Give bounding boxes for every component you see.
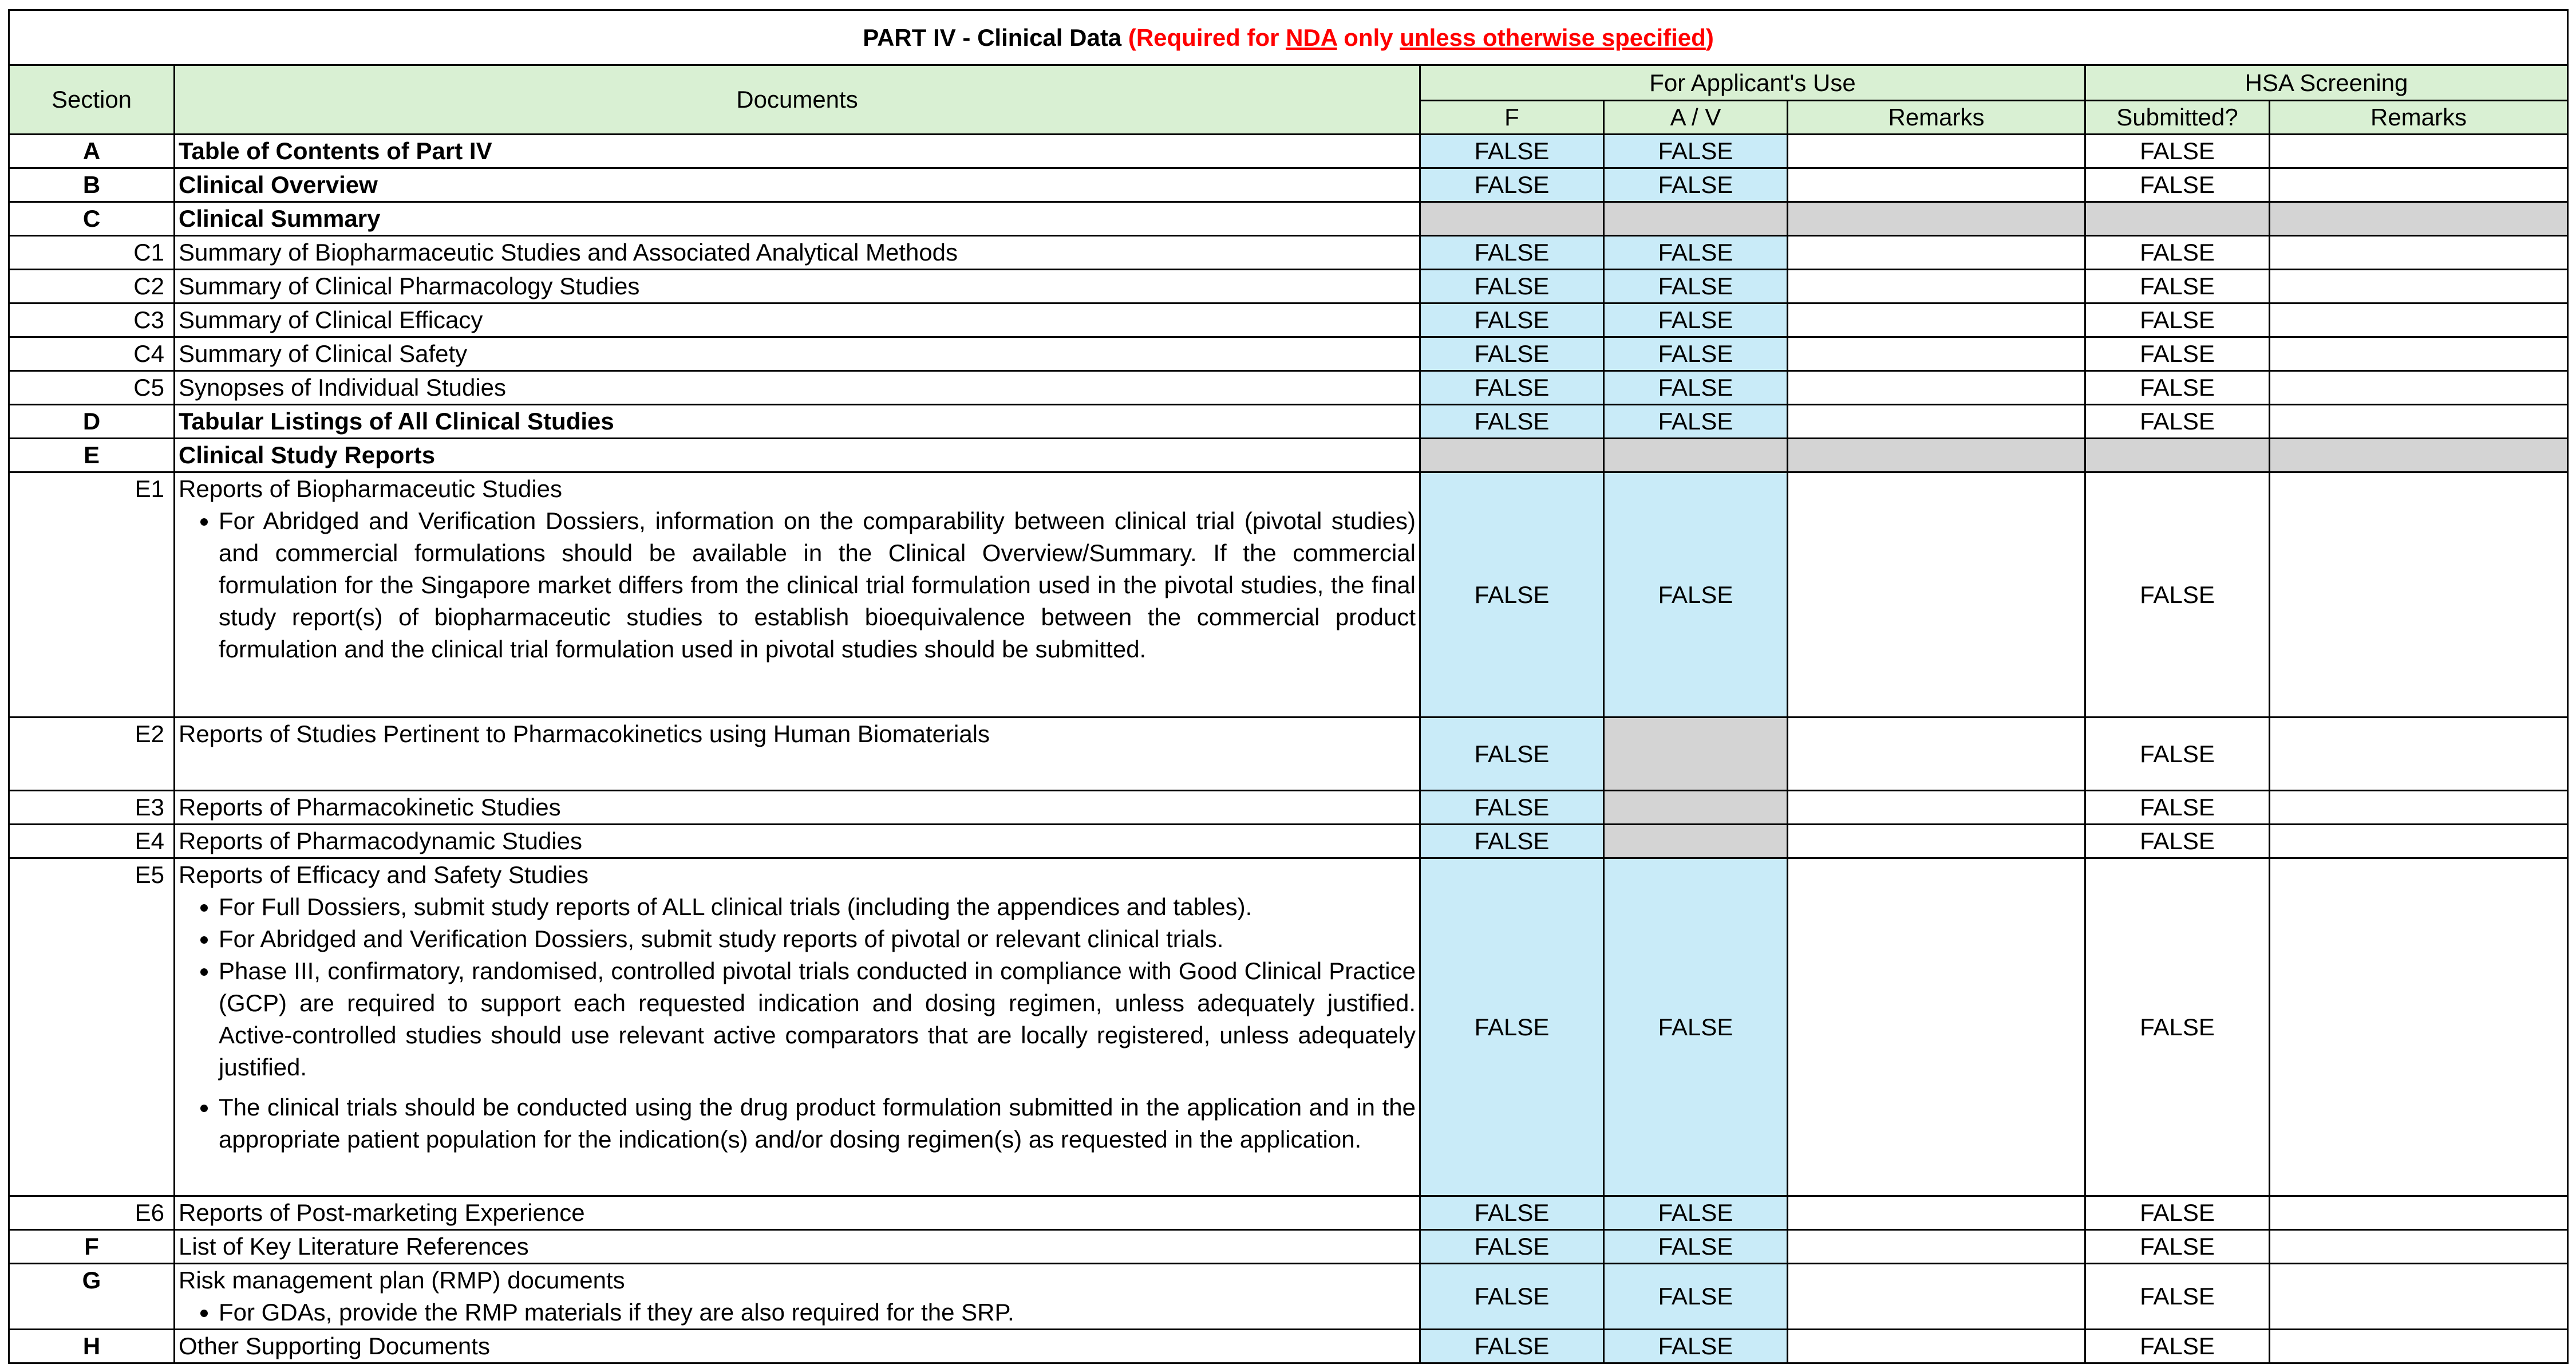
header-row-1 bbox=[9, 65, 2568, 101]
f-checkbox-cell[interactable]: FALSE bbox=[1420, 168, 1604, 202]
submitted-cell[interactable]: FALSE bbox=[2085, 135, 2270, 168]
remarks-cell[interactable] bbox=[1788, 236, 2085, 270]
section-cell: E6 bbox=[9, 1196, 175, 1230]
hsa-remarks-cell[interactable] bbox=[2270, 1196, 2568, 1230]
document-cell: Reports of Pharmacodynamic Studies bbox=[175, 825, 1420, 858]
section-cell: H bbox=[9, 1330, 175, 1363]
document-cell: Reports of Pharmacokinetic Studies bbox=[175, 791, 1420, 825]
header-av: A / V bbox=[1604, 101, 1788, 135]
submitted-cell[interactable]: FALSE bbox=[2085, 825, 2270, 858]
hsa-remarks-cell[interactable] bbox=[2270, 858, 2568, 1196]
table-row bbox=[9, 718, 2568, 791]
remarks-cell[interactable] bbox=[1788, 472, 2085, 718]
f-checkbox-cell[interactable]: FALSE bbox=[1420, 135, 1604, 168]
title-row bbox=[9, 10, 2568, 65]
remarks-cell[interactable] bbox=[1788, 1264, 2085, 1330]
submitted-cell[interactable]: FALSE bbox=[2085, 1330, 2270, 1363]
hsa-remarks-cell[interactable] bbox=[2270, 825, 2568, 858]
submitted-cell[interactable]: FALSE bbox=[2085, 337, 2270, 371]
section-cell: A bbox=[9, 135, 175, 168]
av-disabled-cell bbox=[1604, 202, 1788, 236]
section-cell: B bbox=[9, 168, 175, 202]
submitted-cell[interactable]: FALSE bbox=[2085, 371, 2270, 405]
section-cell: C4 bbox=[9, 337, 175, 371]
hsa-remarks-cell[interactable] bbox=[2270, 1330, 2568, 1363]
hsa-remarks-cell[interactable] bbox=[2270, 135, 2568, 168]
table-row bbox=[9, 1230, 2568, 1264]
f-disabled-cell bbox=[1420, 439, 1604, 472]
section-cell: E3 bbox=[9, 791, 175, 825]
av-disabled-cell bbox=[1604, 439, 1788, 472]
av-checkbox-cell[interactable]: FALSE bbox=[1604, 303, 1788, 337]
remarks-cell[interactable] bbox=[1788, 168, 2085, 202]
hsa-remarks-cell[interactable] bbox=[2270, 718, 2568, 791]
f-checkbox-cell[interactable]: FALSE bbox=[1420, 1264, 1604, 1330]
submitted-cell[interactable]: FALSE bbox=[2085, 303, 2270, 337]
remarks-cell[interactable] bbox=[1788, 371, 2085, 405]
bullet-list bbox=[179, 1296, 1416, 1328]
table-row bbox=[9, 371, 2568, 405]
remarks-cell[interactable] bbox=[1788, 303, 2085, 337]
header-documents: Documents bbox=[175, 65, 1420, 135]
remarks-cell[interactable] bbox=[1788, 791, 2085, 825]
table-row bbox=[9, 1330, 2568, 1363]
section-cell: D bbox=[9, 405, 175, 439]
document-cell: Reports of Studies Pertinent to Pharmacokinetics using Human Biomaterials bbox=[175, 718, 1420, 791]
document-title: Reports of Biopharmaceutic Studies bbox=[179, 475, 563, 502]
document-cell: Synopses of Individual Studies bbox=[175, 371, 1420, 405]
submitted-disabled-cell bbox=[2085, 439, 2270, 472]
bullet-item: • For Full Dossiers, submit study reports of ALL clinical trials (including the appendices and tables). bbox=[219, 891, 1416, 923]
remarks-cell[interactable] bbox=[1788, 135, 2085, 168]
submitted-cell[interactable]: FALSE bbox=[2085, 1230, 2270, 1264]
page-title: PART IV - Clinical Data (Required for NDA only unless otherwise specified) bbox=[9, 10, 2568, 65]
table-row bbox=[9, 168, 2568, 202]
spreadsheet bbox=[8, 9, 2567, 1359]
hsa-remarks-cell[interactable] bbox=[2270, 791, 2568, 825]
hsa-remarks-cell[interactable] bbox=[2270, 337, 2568, 371]
header-remarks: Remarks bbox=[1788, 101, 2085, 135]
remarks-cell[interactable] bbox=[1788, 858, 2085, 1196]
hsa-remarks-cell[interactable] bbox=[2270, 1264, 2568, 1330]
hsa-remarks-cell[interactable] bbox=[2270, 371, 2568, 405]
table-row bbox=[9, 791, 2568, 825]
header-applicant-use: For Applicant's Use bbox=[1420, 65, 2085, 101]
bullet-list bbox=[179, 891, 1416, 1156]
submitted-cell[interactable]: FALSE bbox=[2085, 405, 2270, 439]
document-cell: Tabular Listings of All Clinical Studies bbox=[175, 405, 1420, 439]
document-cell: Summary of Clinical Safety bbox=[175, 337, 1420, 371]
document-cell: Other Supporting Documents bbox=[175, 1330, 1420, 1363]
document-cell: Table of Contents of Part IV bbox=[175, 135, 1420, 168]
f-checkbox-cell[interactable]: FALSE bbox=[1420, 270, 1604, 303]
table-row bbox=[9, 337, 2568, 371]
document-cell: Clinical Overview bbox=[175, 168, 1420, 202]
f-checkbox-cell[interactable]: FALSE bbox=[1420, 858, 1604, 1196]
av-checkbox-cell[interactable]: FALSE bbox=[1604, 337, 1788, 371]
remarks-cell[interactable] bbox=[1788, 270, 2085, 303]
section-cell: C3 bbox=[9, 303, 175, 337]
hsa-remarks-cell[interactable] bbox=[2270, 405, 2568, 439]
f-checkbox-cell[interactable]: FALSE bbox=[1420, 1330, 1604, 1363]
av-checkbox-cell[interactable]: FALSE bbox=[1604, 405, 1788, 439]
f-checkbox-cell[interactable]: FALSE bbox=[1420, 236, 1604, 270]
submitted-cell[interactable]: FALSE bbox=[2085, 472, 2270, 718]
header-f: F bbox=[1420, 101, 1604, 135]
header-hsa-remarks: Remarks bbox=[2270, 101, 2568, 135]
table-row bbox=[9, 1196, 2568, 1230]
f-checkbox-cell[interactable]: FALSE bbox=[1420, 405, 1604, 439]
hsa-remarks-cell[interactable] bbox=[2270, 1230, 2568, 1264]
bullet-list bbox=[179, 505, 1416, 665]
section-cell: C2 bbox=[9, 270, 175, 303]
document-title: Reports of Efficacy and Safety Studies bbox=[179, 861, 588, 888]
bullet-item: • The clinical trials should be conducted using the drug product formulation submitted in the application and in the appropriate patient population for the indication(s) and/or dosing regimen(s) as requested in the application. bbox=[219, 1091, 1416, 1156]
hsa-remarks-cell[interactable] bbox=[2270, 303, 2568, 337]
document-cell bbox=[175, 472, 1420, 718]
document-cell: Reports of Post-marketing Experience bbox=[175, 1196, 1420, 1230]
table-row bbox=[9, 825, 2568, 858]
hsa-remarks-cell[interactable] bbox=[2270, 270, 2568, 303]
document-cell: Summary of Biopharmaceutic Studies and Associated Analytical Methods bbox=[175, 236, 1420, 270]
f-checkbox-cell[interactable]: FALSE bbox=[1420, 303, 1604, 337]
f-disabled-cell bbox=[1420, 202, 1604, 236]
remarks-cell[interactable] bbox=[1788, 1196, 2085, 1230]
av-disabled-cell bbox=[1604, 718, 1788, 791]
av-checkbox-cell[interactable]: FALSE bbox=[1604, 371, 1788, 405]
document-cell: Summary of Clinical Efficacy bbox=[175, 303, 1420, 337]
remarks-cell[interactable] bbox=[1788, 1330, 2085, 1363]
submitted-cell[interactable]: FALSE bbox=[2085, 236, 2270, 270]
section-cell: G bbox=[9, 1264, 175, 1330]
section-cell: E1 bbox=[9, 472, 175, 718]
submitted-cell[interactable]: FALSE bbox=[2085, 718, 2270, 791]
table-row bbox=[9, 1264, 2568, 1330]
document-cell: Clinical Summary bbox=[175, 202, 1420, 236]
f-checkbox-cell[interactable]: FALSE bbox=[1420, 825, 1604, 858]
f-checkbox-cell[interactable]: FALSE bbox=[1420, 1230, 1604, 1264]
f-checkbox-cell[interactable]: FALSE bbox=[1420, 1196, 1604, 1230]
f-checkbox-cell[interactable]: FALSE bbox=[1420, 472, 1604, 718]
av-disabled-cell bbox=[1604, 791, 1788, 825]
table-row bbox=[9, 135, 2568, 168]
f-checkbox-cell[interactable]: FALSE bbox=[1420, 337, 1604, 371]
f-checkbox-cell[interactable]: FALSE bbox=[1420, 371, 1604, 405]
remarks-disabled-cell bbox=[1788, 202, 2085, 236]
av-checkbox-cell[interactable]: FALSE bbox=[1604, 1230, 1788, 1264]
av-checkbox-cell[interactable]: FALSE bbox=[1604, 1264, 1788, 1330]
document-cell: List of Key Literature References bbox=[175, 1230, 1420, 1264]
remarks-disabled-cell bbox=[1788, 439, 2085, 472]
remarks-cell[interactable] bbox=[1788, 405, 2085, 439]
header-section: Section bbox=[9, 65, 175, 135]
document-cell bbox=[175, 1264, 1420, 1330]
f-checkbox-cell[interactable]: FALSE bbox=[1420, 718, 1604, 791]
section-cell: C bbox=[9, 202, 175, 236]
bullet-item: • For GDAs, provide the RMP materials if they are also required for the SRP. bbox=[219, 1296, 1416, 1328]
table-row bbox=[9, 236, 2568, 270]
table-row bbox=[9, 858, 2568, 1196]
remarks-cell[interactable] bbox=[1788, 825, 2085, 858]
submitted-cell[interactable]: FALSE bbox=[2085, 791, 2270, 825]
av-disabled-cell bbox=[1604, 825, 1788, 858]
av-checkbox-cell[interactable]: FALSE bbox=[1604, 1330, 1788, 1363]
f-checkbox-cell[interactable]: FALSE bbox=[1420, 791, 1604, 825]
table-row bbox=[9, 270, 2568, 303]
section-cell: E4 bbox=[9, 825, 175, 858]
section-cell: E2 bbox=[9, 718, 175, 791]
hsa-remarks-disabled-cell bbox=[2270, 202, 2568, 236]
document-cell: Clinical Study Reports bbox=[175, 439, 1420, 472]
section-cell: C1 bbox=[9, 236, 175, 270]
av-checkbox-cell[interactable]: FALSE bbox=[1604, 858, 1788, 1196]
submitted-cell[interactable]: FALSE bbox=[2085, 858, 2270, 1196]
submitted-cell[interactable]: FALSE bbox=[2085, 1264, 2270, 1330]
document-cell bbox=[175, 858, 1420, 1196]
table-row bbox=[9, 472, 2568, 718]
remarks-cell[interactable] bbox=[1788, 337, 2085, 371]
document-cell: Summary of Clinical Pharmacology Studies bbox=[175, 270, 1420, 303]
hsa-remarks-cell[interactable] bbox=[2270, 472, 2568, 718]
table-row bbox=[9, 303, 2568, 337]
section-cell: E5 bbox=[9, 858, 175, 1196]
submitted-cell[interactable]: FALSE bbox=[2085, 1196, 2270, 1230]
checklist-table bbox=[8, 9, 2569, 1364]
remarks-cell[interactable] bbox=[1788, 1230, 2085, 1264]
bullet-item: • For Abridged and Verification Dossiers, information on the comparability between clinical trial (pivotal studies) and commercial formulations should be available in the Clinical Overview/Summary. If the commercial formulation for the Singapore market differs from the clinical trial formulation used in the pivotal studies, the final study report(s) of biopharmaceutic studies to establish bioequivalence between the commercial product formulation and the clinical trial formulation used in pivotal studies should be submitted. bbox=[219, 505, 1416, 665]
submitted-cell[interactable]: FALSE bbox=[2085, 168, 2270, 202]
submitted-cell[interactable]: FALSE bbox=[2085, 270, 2270, 303]
section-cell: F bbox=[9, 1230, 175, 1264]
av-checkbox-cell[interactable]: FALSE bbox=[1604, 168, 1788, 202]
av-checkbox-cell[interactable]: FALSE bbox=[1604, 472, 1788, 718]
header-submitted: Submitted? bbox=[2085, 101, 2270, 135]
bullet-item: • For Abridged and Verification Dossiers, submit study reports of pivotal or relevant clinical trials. bbox=[219, 923, 1416, 955]
hsa-remarks-disabled-cell bbox=[2270, 439, 2568, 472]
av-checkbox-cell[interactable]: FALSE bbox=[1604, 1196, 1788, 1230]
section-cell: C5 bbox=[9, 371, 175, 405]
document-title: Risk management plan (RMP) documents bbox=[179, 1267, 625, 1294]
av-checkbox-cell[interactable]: FALSE bbox=[1604, 270, 1788, 303]
hsa-remarks-cell[interactable] bbox=[2270, 168, 2568, 202]
table-row bbox=[9, 202, 2568, 236]
table-row bbox=[9, 405, 2568, 439]
header-hsa-screening: HSA Screening bbox=[2085, 65, 2568, 101]
remarks-cell[interactable] bbox=[1788, 718, 2085, 791]
bullet-item: • Phase III, confirmatory, randomised, controlled pivotal trials conducted in compliance with Good Clinical Practice (GCP) are required to support each requested indication and dosing regimen, unless adequately justified. Active-controlled studies should use relevant active comparators that are locally registered, unless adequately justified. bbox=[219, 955, 1416, 1083]
submitted-disabled-cell bbox=[2085, 202, 2270, 236]
hsa-remarks-cell[interactable] bbox=[2270, 236, 2568, 270]
section-cell: E bbox=[9, 439, 175, 472]
av-checkbox-cell[interactable]: FALSE bbox=[1604, 135, 1788, 168]
av-checkbox-cell[interactable]: FALSE bbox=[1604, 236, 1788, 270]
table-row bbox=[9, 439, 2568, 472]
